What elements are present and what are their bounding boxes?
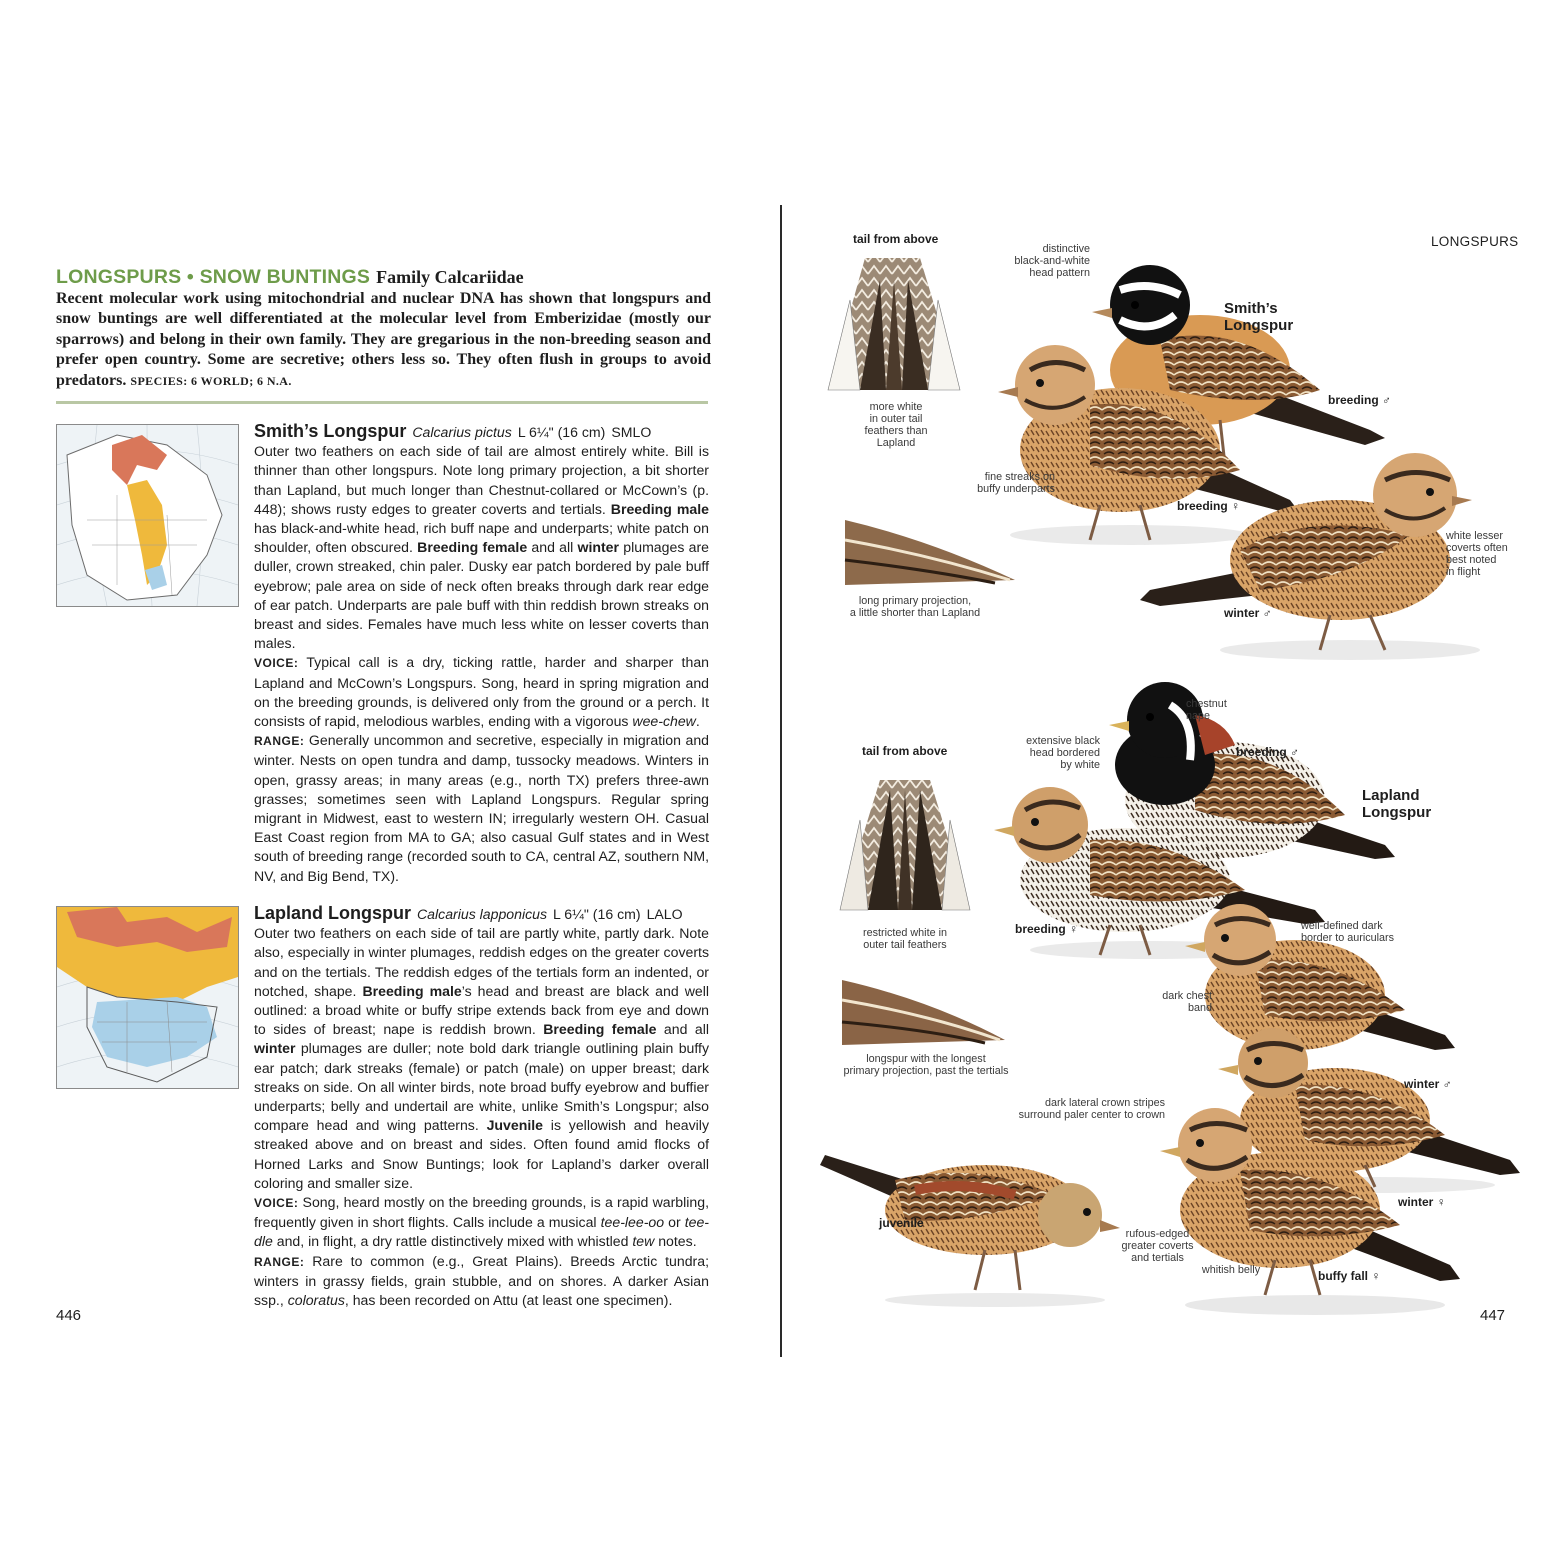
lapland-wing-illustration bbox=[842, 980, 1005, 1045]
lapland-buffy-fall-female-label: buffy fall ♀ bbox=[1318, 1269, 1381, 1283]
lapland-species-label: Lapland Longspur bbox=[1362, 787, 1432, 821]
lapland-desc-text: and all bbox=[656, 1021, 709, 1038]
smiths-code: SMLO bbox=[611, 424, 652, 440]
lapland-name: Lapland Longspur bbox=[254, 903, 411, 923]
lapland-tail-note: restricted white in outer tail feathers bbox=[862, 927, 947, 951]
lapland-head-note: extensive black head bordered by white bbox=[1026, 735, 1100, 771]
section-divider bbox=[56, 401, 708, 404]
family-intro bbox=[56, 289, 711, 391]
lapland-juvenile-label: juvenile bbox=[879, 1216, 924, 1230]
lapland-desc-text: is yellowish and heavily streaked above and on breast and sides. Often found amid flocks of Horned Larks and Snow Buntings; look for Lapland’s darker overall coloring and smaller size. bbox=[254, 1117, 709, 1191]
lapland-coverts-note: rufous-edged greater coverts and tertials bbox=[1121, 1228, 1194, 1264]
smiths-tail-illustration bbox=[828, 258, 960, 390]
lapland-desc-term: Breeding male bbox=[362, 982, 462, 999]
lapland-nape-note: chestnut nape bbox=[1186, 698, 1227, 722]
smiths-species-label: Smith’s Longspur bbox=[1224, 300, 1294, 334]
page-number-left: 446 bbox=[56, 1307, 82, 1324]
lapland-desc-term: winter bbox=[254, 1040, 296, 1057]
smiths-voice bbox=[254, 653, 709, 731]
page-number-right: 447 bbox=[1480, 1307, 1506, 1324]
lapland-wing-note: longspur with the longest primary projection, past the tertials bbox=[843, 1053, 1009, 1077]
book-gutter bbox=[780, 205, 782, 1357]
smiths-range bbox=[254, 731, 709, 886]
family-label: Family Calcariidae bbox=[376, 267, 524, 287]
family-title: LONGSPURS • SNOW BUNTINGS bbox=[56, 266, 371, 288]
lapland-voice-text: and, in flight, a dry rattle distinctively mixed with whistled bbox=[272, 1233, 633, 1250]
lapland-voice bbox=[254, 1193, 709, 1252]
smiths-description bbox=[254, 442, 709, 653]
lapland-winter-male-label: winter ♂ bbox=[1404, 1077, 1452, 1091]
lapland-crown-note: dark lateral crown stripes surround paler center to crown bbox=[1018, 1097, 1165, 1121]
lapland-heading bbox=[254, 904, 709, 924]
running-head: LONGSPURS bbox=[1431, 234, 1519, 249]
smiths-voice-call: wee-chew bbox=[632, 713, 696, 730]
lapland-voice-call: tee-dle bbox=[254, 1214, 709, 1250]
smiths-name: Smith’s Longspur bbox=[254, 421, 407, 441]
lapland-breeding-male-label: breeding ♂ bbox=[1236, 745, 1300, 759]
smiths-range-text: Generally uncommon and secretive, especially in migration and winter. Nests on open tundra and damp, tussocky meadows. Winters in open, grassy areas; in many areas (e.g., north TX) prefers three-awn grasses; sometimes seen with Lapland Longspurs. Regular spring migrant in Midwest, east to western IN; irregularly western OH. Casual East Coast region from MA to GA; also casual Gulf states and in West south of breeding range (recorded south to CA, central AZ, southern NM, NV, and Big Bend, TX). bbox=[254, 732, 709, 884]
lapland-range-text: , has been recorded on Attu (at least one specimen). bbox=[344, 1292, 673, 1309]
smiths-desc-text: plumages are duller, crown streaked, chin paler. Dusky ear patch bordered by pale buff eyebrow; pale area on side of neck often breaks through dark rear edge of ear patch. Underparts are pale buff with thin reddish brown streaks on breast and sides. Females have much less white on lesser coverts than males. bbox=[254, 539, 709, 652]
family-intro-text: Recent molecular work using mitochondrial and nuclear DNA has shown that longspurs and snow buntings are well differentiated at the molecular level from Emberizidae (mostly our sparrows) and belong in their own family. They are gregarious in the non-breeding season and prefer open country. Some are secretive; others less so. They often flush in groups to avoid predators. bbox=[56, 290, 711, 389]
lapland-range-text: Rare to common (e.g., Great Plains). Breeds Arctic tundra; winters in grassy fields, grain stubble, and on shores. A darker Asian ssp., bbox=[254, 1252, 709, 1309]
voice-label: VOICE: bbox=[254, 656, 299, 671]
lapland-chest-note: dark chest band bbox=[1162, 990, 1212, 1014]
lapland-size: L 6¼" (16 cm) bbox=[553, 906, 641, 922]
lapland-account bbox=[254, 904, 709, 1310]
species-count: SPECIES: 6 WORLD; 6 N.A. bbox=[130, 373, 292, 388]
lapland-range bbox=[254, 1252, 709, 1311]
lapland-juvenile-bird bbox=[820, 1155, 1120, 1307]
lapland-range-ssp: coloratus bbox=[287, 1292, 345, 1309]
lapland-voice-text: or bbox=[664, 1214, 685, 1231]
smiths-wing-illustration bbox=[845, 520, 1015, 585]
lapland-description bbox=[254, 924, 709, 1193]
smiths-breeding-male-label: breeding ♂ bbox=[1328, 393, 1392, 407]
lapland-winter-female-label: winter ♀ bbox=[1398, 1195, 1446, 1209]
smiths-tail-note: more white in outer tail feathers than Lapland bbox=[864, 401, 928, 449]
lapland-desc-text: plumages are duller; note bold dark triangle outlining plain buffy ear patch; dark streaks (female) or patch (male) on upper breast; dark streaks on side. On all winter birds, note broad buffy eyebrow and buffier underparts; belly and undertail are white, unlike Smith’s Longspur; also compare head and wing patterns. bbox=[254, 1040, 709, 1134]
voice-label: VOICE: bbox=[254, 1196, 299, 1211]
smiths-desc-text: has black-and-white head, rich buff nape and underparts; white patch on shoulder, often obscured. bbox=[254, 520, 709, 556]
lapland-voice-text: notes. bbox=[654, 1233, 697, 1250]
lapland-desc-term: Juvenile bbox=[486, 1117, 543, 1134]
smiths-scientific: Calcarius pictus bbox=[412, 424, 512, 440]
lapland-desc-term: Breeding female bbox=[543, 1021, 657, 1038]
family-header bbox=[56, 266, 716, 289]
lapland-breeding-female-label: breeding ♀ bbox=[1015, 922, 1079, 936]
smiths-coverts-note: white lesser coverts often best noted in flight bbox=[1446, 530, 1508, 578]
smiths-streak-note: fine streaks on buffy underparts bbox=[977, 471, 1055, 495]
lapland-code: LALO bbox=[646, 906, 683, 922]
lapland-desc-text: Outer two feathers on each side of tail are partly white, partly dark. Note also, especially in winter plumages, reddish edges on the greater coverts and on the tertials. The reddish edges of the tertials form an indented, or notched, shape. bbox=[254, 925, 709, 999]
lapland-tail-illustration bbox=[840, 780, 970, 910]
lapland-voice-call: tew bbox=[632, 1233, 655, 1250]
range-label: RANGE: bbox=[254, 734, 305, 749]
smiths-head-note: distinctive black-and-white head pattern bbox=[1014, 243, 1090, 279]
smiths-wing-note: long primary projection, a little shorter than Lapland bbox=[849, 595, 981, 619]
smiths-heading bbox=[254, 422, 709, 442]
range-label: RANGE: bbox=[254, 1254, 305, 1269]
lapland-tail-title: tail from above bbox=[862, 744, 948, 758]
smiths-desc-text: and all bbox=[527, 539, 578, 556]
lapland-scientific: Calcarius lapponicus bbox=[417, 906, 548, 922]
lapland-voice-call: tee-lee-oo bbox=[600, 1214, 665, 1231]
smiths-range-map bbox=[56, 424, 239, 607]
smiths-voice-text: Typical call is a dry, ticking rattle, harder and sharper than Lapland and McCown’s Longspurs. Song, heard in spring migration and on the breeding grounds, is delivered only from the ground or a perch. It consists of rapid, melodious warbles, ending with a vigorous bbox=[254, 654, 709, 730]
smiths-tail-title: tail from above bbox=[853, 232, 939, 246]
smiths-voice-text: . bbox=[695, 713, 700, 730]
smiths-winter-male-label: winter ♂ bbox=[1224, 606, 1272, 620]
smiths-desc-term: Breeding male bbox=[610, 500, 710, 517]
lapland-voice-text: Song, heard mostly on the breeding grounds, is a rapid warbling, frequently given in short flights. Calls include a musical bbox=[254, 1194, 709, 1231]
smiths-account bbox=[254, 422, 709, 886]
smiths-desc-term: winter bbox=[577, 539, 620, 556]
smiths-desc-text: Outer two feathers on each side of tail are almost entirely white. Bill is thinner than other longspurs. Note long primary projection, a bit shorter than Lapland, but much longer than Chestnut-collared or McCown’s (p. 448); shows rusty edges to greater coverts and tertials. bbox=[254, 443, 709, 517]
smiths-desc-term: Breeding female bbox=[417, 539, 528, 556]
smiths-size: L 6¼" (16 cm) bbox=[517, 424, 606, 440]
lapland-auricular-note: well-defined dark border to auriculars bbox=[1301, 920, 1395, 944]
smiths-breeding-female-label: breeding ♀ bbox=[1177, 499, 1241, 513]
lapland-desc-text: ’s head and breast are black and well outlined: a broad white or buffy stripe extends back from eye and down to sides of breast; nape is reddish brown. bbox=[254, 982, 710, 1038]
lapland-range-map bbox=[56, 906, 239, 1089]
lapland-belly-note: whitish belly bbox=[1201, 1264, 1261, 1276]
